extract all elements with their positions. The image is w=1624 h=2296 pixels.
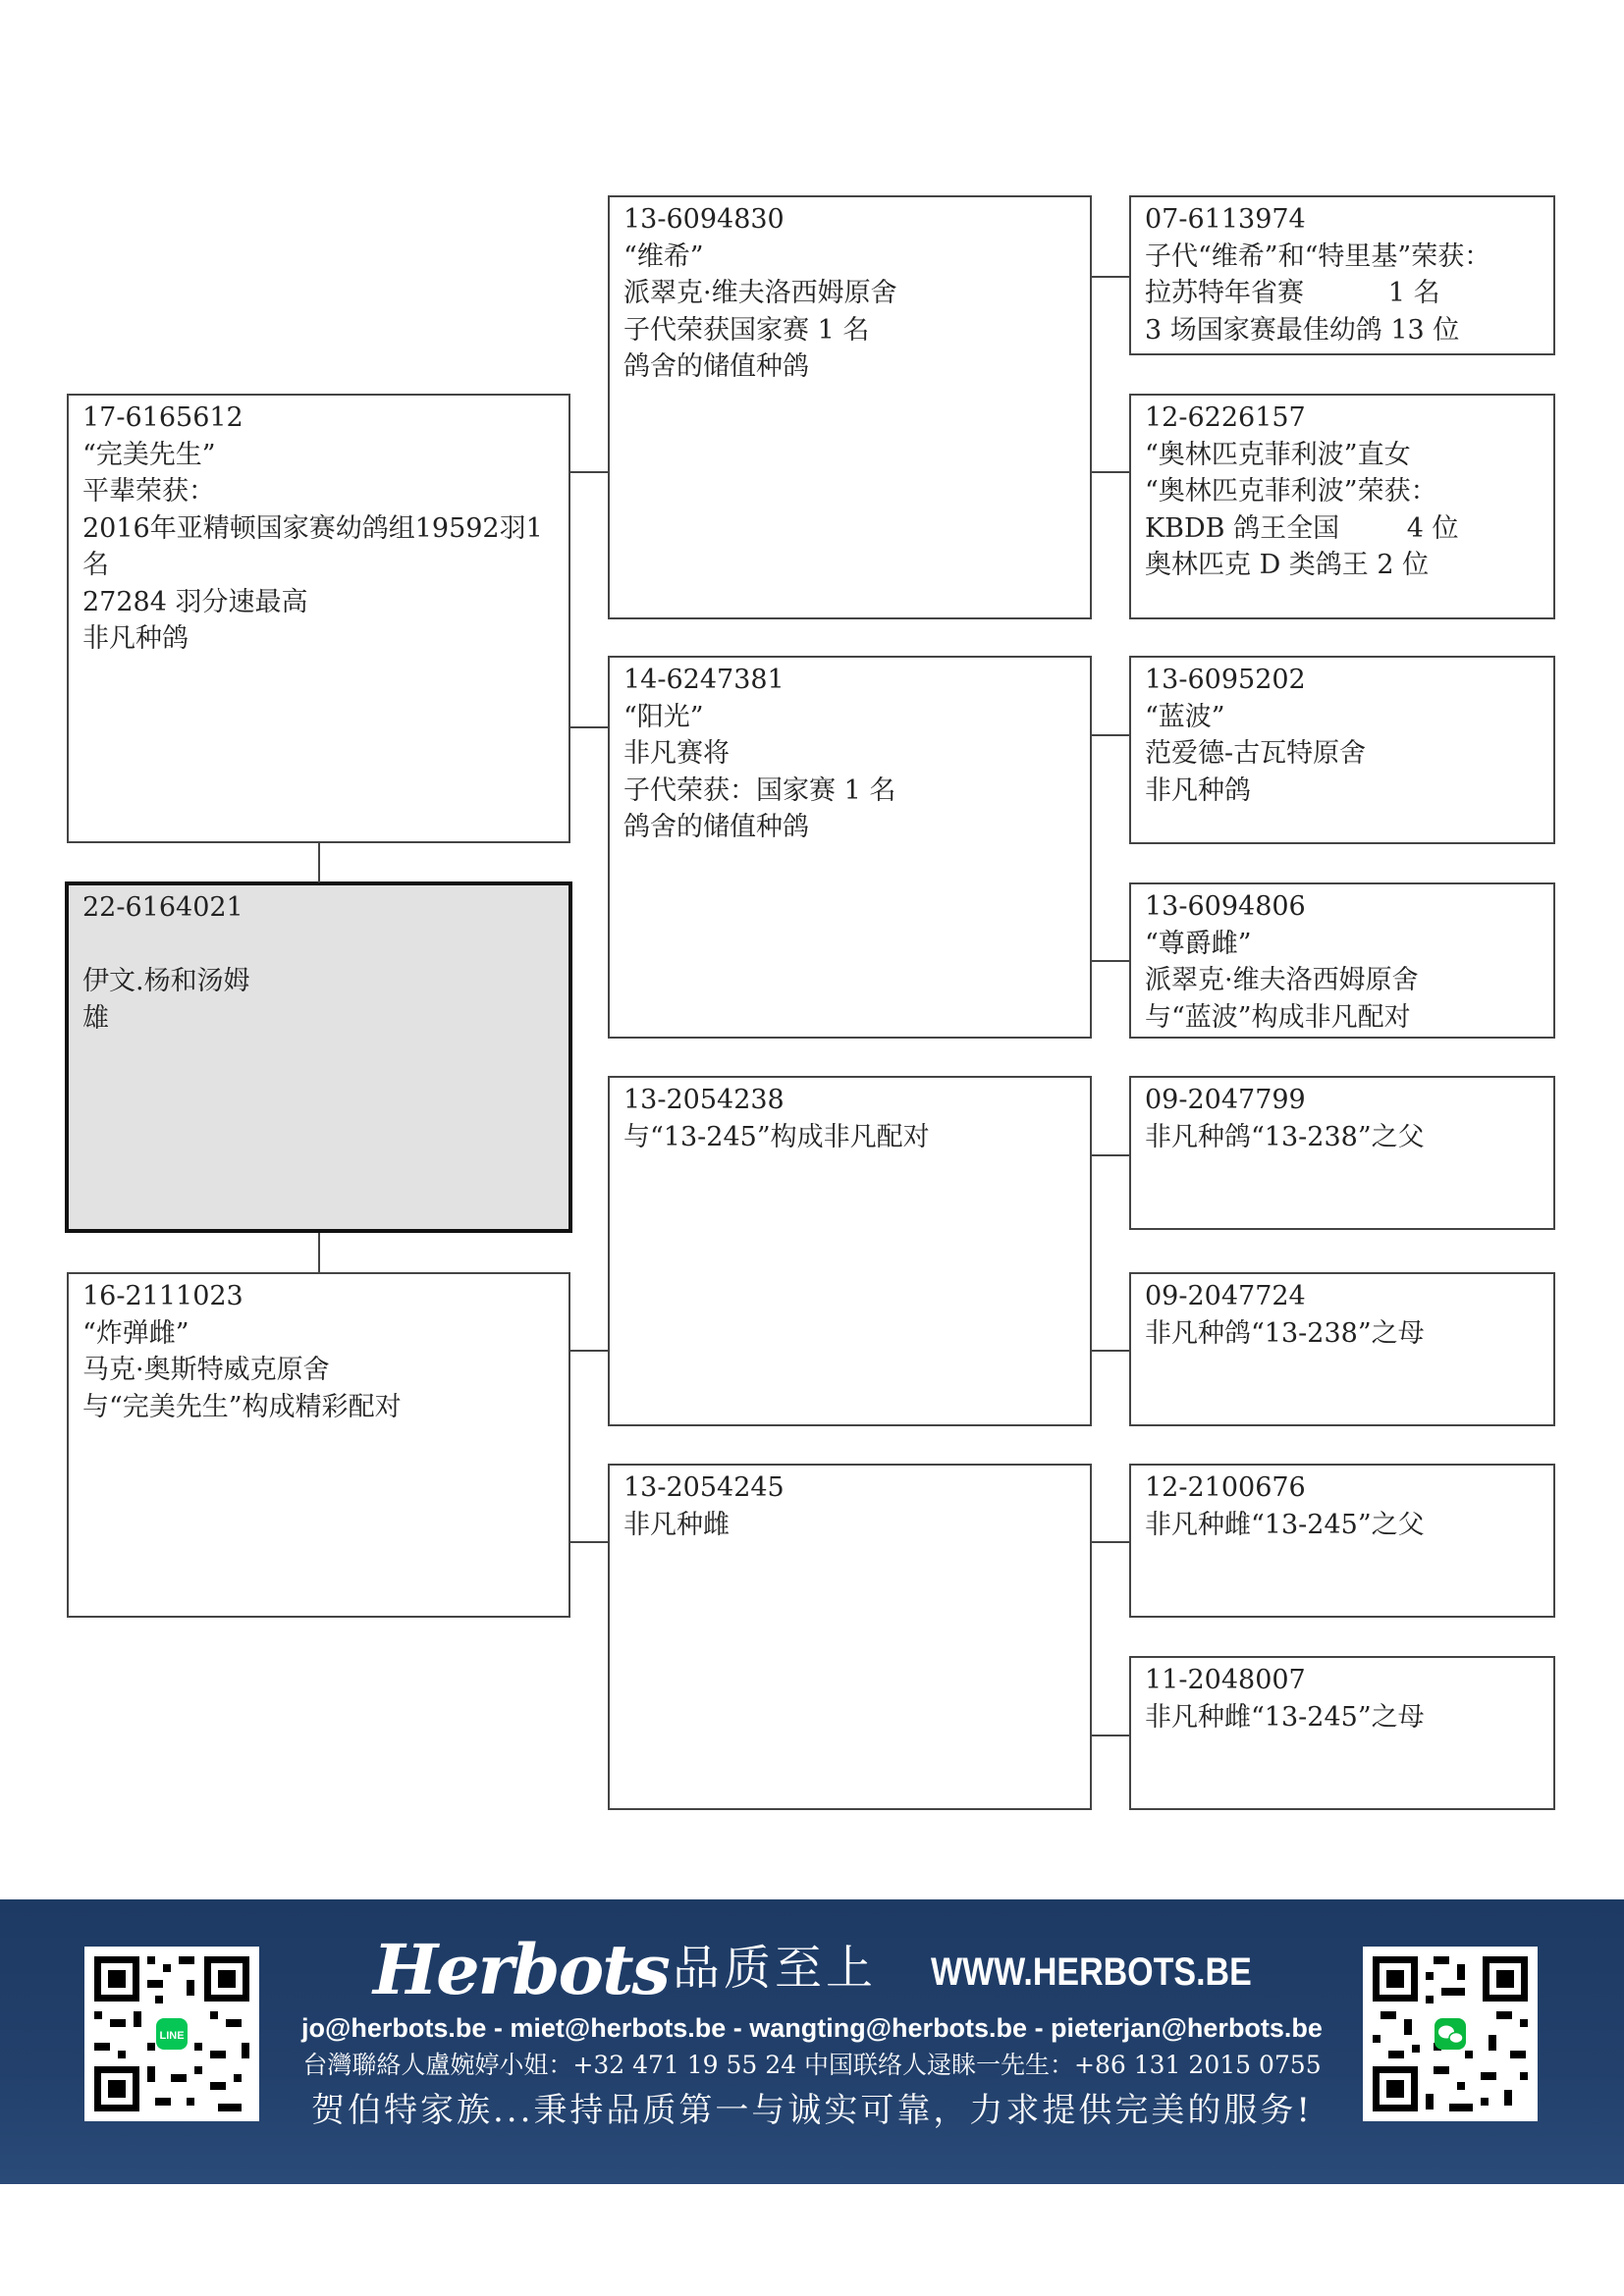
pedigree-line: 非凡种鸽 <box>82 623 189 654</box>
ring-number: 13-6094830 <box>623 204 785 235</box>
slogan: 贺伯特家族...秉持品质第一与诚实可靠，力求提供完美的服务! <box>310 2091 1314 2130</box>
connector <box>1092 1154 1129 1156</box>
ds-dam-box <box>1129 1272 1555 1426</box>
connector <box>318 1233 320 1272</box>
connector <box>1092 276 1129 278</box>
website-link[interactable]: WWW.HERBOTS.BE <box>931 1950 1252 1994</box>
connector <box>1092 1735 1129 1736</box>
pedigree-line: “蓝波” <box>1145 701 1225 732</box>
subject-box <box>65 881 572 1233</box>
ring-number: 09-2047799 <box>1145 1085 1306 1115</box>
pedigree-line: “奥林匹克菲利波”直女 <box>1145 439 1411 470</box>
pedigree-line: 与“13-245”构成非凡配对 <box>623 1121 930 1152</box>
pedigree-line: “炸弹雌” <box>82 1317 189 1349</box>
svg-text:LINE: LINE <box>159 2030 185 2042</box>
pedigree-line: 非凡赛将 <box>623 738 730 769</box>
pedigree-line: 派翠克·维夫洛西姆原舍 <box>623 278 897 308</box>
footer-banner <box>0 1899 1624 2184</box>
pedigree-line: 拉苏特年省赛 1 名 <box>1145 278 1440 308</box>
sire-dam-box <box>608 656 1092 1039</box>
pedigree-line: 2016年亚精顿国家赛幼鸽组19592羽1 <box>82 512 543 544</box>
sire-box <box>67 394 570 843</box>
pedigree-line: 子代荣获：国家赛 1 名 <box>623 774 896 806</box>
ring-number: 17-6165612 <box>82 402 244 433</box>
pedigree-line: “奥林匹克菲利波”荣获： <box>1145 476 1437 507</box>
connector <box>570 471 608 473</box>
ring-number: 12-2100676 <box>1145 1472 1306 1503</box>
brand-tagline: 品质至上 <box>673 1941 878 1996</box>
pedigree-line: 非凡种鸽“13-238”之父 <box>1145 1121 1425 1152</box>
ss-sire-box <box>1129 195 1555 355</box>
connector <box>1092 471 1129 473</box>
ring-number: 14-6247381 <box>623 665 785 695</box>
pedigree-line: 子代荣获国家赛 1 名 <box>623 314 870 346</box>
ring-number: 16-2111023 <box>82 1281 244 1311</box>
ring-number: 13-2054245 <box>623 1472 785 1503</box>
pedigree-line: 与“完美先生”构成精彩配对 <box>82 1391 402 1422</box>
pedigree-line: 3 场国家赛最佳幼鸽 13 位 <box>1145 314 1460 346</box>
connector <box>1092 1350 1129 1352</box>
pedigree-line: “尊爵雌” <box>1145 928 1252 959</box>
pedigree-line: 奥林匹克 D 类鸽王 2 位 <box>1145 550 1430 580</box>
dd-dam-box <box>1129 1656 1555 1810</box>
dam-box <box>67 1272 570 1618</box>
pedigree-line: 非凡种鸽“13-238”之母 <box>1145 1317 1425 1349</box>
pedigree-line: 非凡种雌“13-245”之母 <box>1145 1701 1425 1733</box>
pedigree-line: 非凡种雌 <box>623 1509 730 1540</box>
sd-dam-box <box>1129 882 1555 1039</box>
ring-number: 13-6094806 <box>1145 891 1306 922</box>
pedigree-line: 派翠克·维夫洛西姆原舍 <box>1145 965 1419 995</box>
ring-number: 22-6164021 <box>82 892 244 923</box>
ds-sire-box <box>1129 1076 1555 1230</box>
pedigree-line: “维希” <box>623 240 704 272</box>
ring-number: 11-2048007 <box>1145 1665 1306 1695</box>
connector <box>1092 960 1129 962</box>
ring-number: 09-2047724 <box>1145 1281 1306 1311</box>
connector <box>570 726 608 728</box>
dam-sire-box <box>608 1076 1092 1426</box>
ss-dam-box <box>1129 394 1555 619</box>
dam-dam-box <box>608 1464 1092 1810</box>
pedigree-line: 子代“维希”和“特里基”荣获： <box>1145 240 1491 272</box>
email-list[interactable]: jo@herbots.be - miet@herbots.be - wangting@herbots.be - pieterjan@herbots.be <box>301 2013 1323 2043</box>
pedigree-line: 平辈荣获： <box>82 476 215 507</box>
sd-sire-box <box>1129 656 1555 844</box>
pedigree-line <box>82 927 555 964</box>
pedigree-line: 范爱德-古瓦特原舍 <box>1145 738 1367 769</box>
connector <box>570 1541 608 1543</box>
ring-number: 13-6095202 <box>1145 665 1306 695</box>
pedigree-line: KBDB 鸽王全国 4 位 <box>1145 512 1459 544</box>
pedigree-line: 非凡种雌“13-245”之父 <box>1145 1509 1425 1540</box>
pedigree-line: “阳光” <box>623 701 704 732</box>
pedigree-line: 非凡种鸽 <box>1145 774 1251 806</box>
pedigree-line: 马克·奥斯特威克原舍 <box>82 1355 330 1385</box>
qr-code-wechat[interactable] <box>1363 1947 1538 2121</box>
brand-row <box>373 1931 1257 2009</box>
dd-sire-box <box>1129 1464 1555 1618</box>
contact-phones: 台灣聯絡人盧婉婷小姐：+32 471 19 55 24 中国联络人逯睐一先生：+86 131 2015 0755 <box>302 2051 1322 2079</box>
pedigree-line: 名 <box>82 550 109 580</box>
herbots-logo: Herbots <box>373 1929 669 2010</box>
connector <box>318 843 320 882</box>
ring-number: 13-2054238 <box>623 1085 785 1115</box>
pedigree-line: 雄 <box>82 1002 109 1034</box>
pedigree-line: 鸽舍的储值种鸽 <box>623 812 809 842</box>
pedigree-line: 伊文.杨和汤姆 <box>82 966 250 996</box>
pedigree-line: 与“蓝波”构成非凡配对 <box>1145 1001 1411 1033</box>
pedigree-line: 鸽舍的储值种鸽 <box>623 351 809 382</box>
pedigree-line: “完美先生” <box>82 439 216 470</box>
pedigree-line: 27284 羽分速最高 <box>82 586 308 617</box>
ring-number: 07-6113974 <box>1145 204 1306 235</box>
sire-sire-box <box>608 195 1092 619</box>
connector <box>570 1350 608 1352</box>
ring-number: 12-6226157 <box>1145 402 1306 433</box>
connector <box>1092 1541 1129 1543</box>
connector <box>1092 734 1129 736</box>
